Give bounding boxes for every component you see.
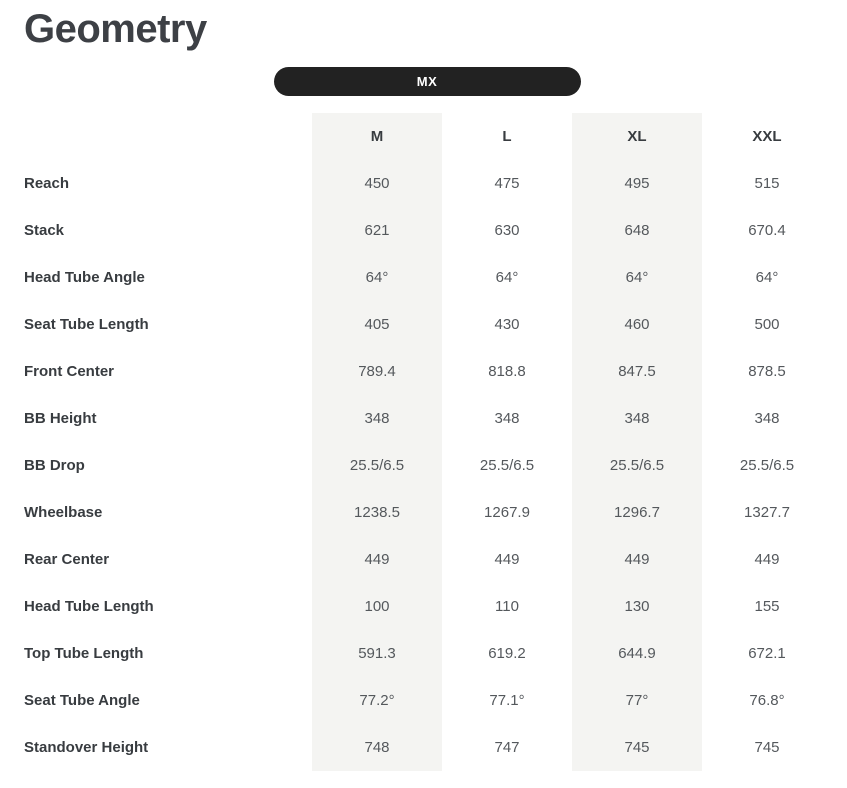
cell-value: 449 — [572, 536, 702, 583]
cell-value: 670.4 — [748, 222, 786, 239]
cell-value: 76.8° — [749, 692, 785, 709]
row-label: Rear Center — [24, 551, 110, 568]
table-row — [0, 348, 832, 395]
table-row — [0, 442, 832, 489]
cell-value: 644.9 — [572, 630, 702, 677]
cell-value: 591.3 — [312, 630, 442, 677]
cell-value: 25.5/6.5 — [572, 442, 702, 489]
cell-value: 155 — [754, 598, 780, 615]
row-label: Wheelbase — [24, 504, 103, 521]
cell-value: 1238.5 — [312, 489, 442, 536]
cell-value: 818.8 — [488, 363, 526, 380]
cell-value: 449 — [312, 536, 442, 583]
cell-value: 515 — [754, 175, 780, 192]
cell-value: 64° — [495, 269, 519, 286]
row-label: Front Center — [24, 363, 114, 380]
column-header-xxl: XXL — [752, 128, 782, 145]
cell-value: 648 — [572, 207, 702, 254]
cell-value: 348 — [312, 395, 442, 442]
table-row — [0, 489, 832, 536]
column-header-m: M — [312, 113, 442, 160]
cell-value: 100 — [312, 583, 442, 630]
table-row — [0, 301, 832, 348]
cell-value: 1296.7 — [572, 489, 702, 536]
cell-value: 672.1 — [748, 645, 786, 662]
cell-value: 449 — [754, 551, 780, 568]
table-row — [0, 160, 832, 207]
size-mode-tabs — [0, 67, 847, 96]
tab-mx[interactable]: MX — [274, 67, 581, 96]
cell-value: 747 — [494, 739, 520, 756]
row-label: Stack — [24, 222, 65, 239]
column-header-xl: XL — [572, 113, 702, 160]
table-body — [0, 160, 832, 771]
cell-value: 430 — [494, 316, 520, 333]
row-label: Head Tube Angle — [24, 269, 145, 286]
cell-value: 460 — [572, 301, 702, 348]
cell-value: 745 — [572, 724, 702, 771]
cell-value: 621 — [312, 207, 442, 254]
cell-value: 348 — [572, 395, 702, 442]
row-label: Head Tube Length — [24, 598, 154, 615]
cell-value: 847.5 — [572, 348, 702, 395]
table-row — [0, 536, 832, 583]
cell-value: 475 — [494, 175, 520, 192]
row-label: BB Drop — [24, 457, 85, 474]
row-label: Top Tube Length — [24, 645, 144, 662]
cell-value: 110 — [495, 598, 519, 615]
row-label: BB Height — [24, 410, 97, 427]
table-row — [0, 677, 832, 724]
cell-value: 25.5/6.5 — [312, 442, 442, 489]
cell-value: 449 — [494, 551, 520, 568]
cell-value: 748 — [312, 724, 442, 771]
cell-value: 77.2° — [312, 677, 442, 724]
cell-value: 77.1° — [489, 692, 525, 709]
cell-value: 130 — [572, 583, 702, 630]
table-header-row — [0, 113, 832, 160]
cell-value: 77° — [572, 677, 702, 724]
table-row — [0, 254, 832, 301]
row-label: Reach — [24, 175, 70, 192]
cell-value: 630 — [494, 222, 520, 239]
cell-value: 745 — [754, 739, 780, 756]
cell-value: 789.4 — [312, 348, 442, 395]
cell-value: 25.5/6.5 — [739, 457, 795, 474]
table-row — [0, 724, 832, 771]
column-header-l: L — [502, 128, 512, 145]
cell-value: 495 — [572, 160, 702, 207]
cell-value: 878.5 — [748, 363, 786, 380]
table-row — [0, 207, 832, 254]
row-label: Seat Tube Angle — [24, 692, 140, 709]
cell-value: 64° — [312, 254, 442, 301]
row-label: Seat Tube Length — [24, 316, 149, 333]
table-row — [0, 630, 832, 677]
cell-value: 25.5/6.5 — [479, 457, 535, 474]
table-row — [0, 583, 832, 630]
cell-value: 1267.9 — [484, 504, 530, 521]
cell-value: 64° — [755, 269, 779, 286]
cell-value: 64° — [572, 254, 702, 301]
row-label: Standover Height — [24, 739, 149, 756]
geometry-table — [0, 113, 832, 771]
table-row — [0, 395, 832, 442]
page-title: Geometry — [24, 7, 207, 51]
cell-value: 348 — [494, 410, 520, 427]
cell-value: 619.2 — [488, 645, 526, 662]
cell-value: 405 — [312, 301, 442, 348]
cell-value: 1327.7 — [744, 504, 790, 521]
cell-value: 348 — [754, 410, 780, 427]
cell-value: 500 — [754, 316, 780, 333]
cell-value: 450 — [312, 160, 442, 207]
